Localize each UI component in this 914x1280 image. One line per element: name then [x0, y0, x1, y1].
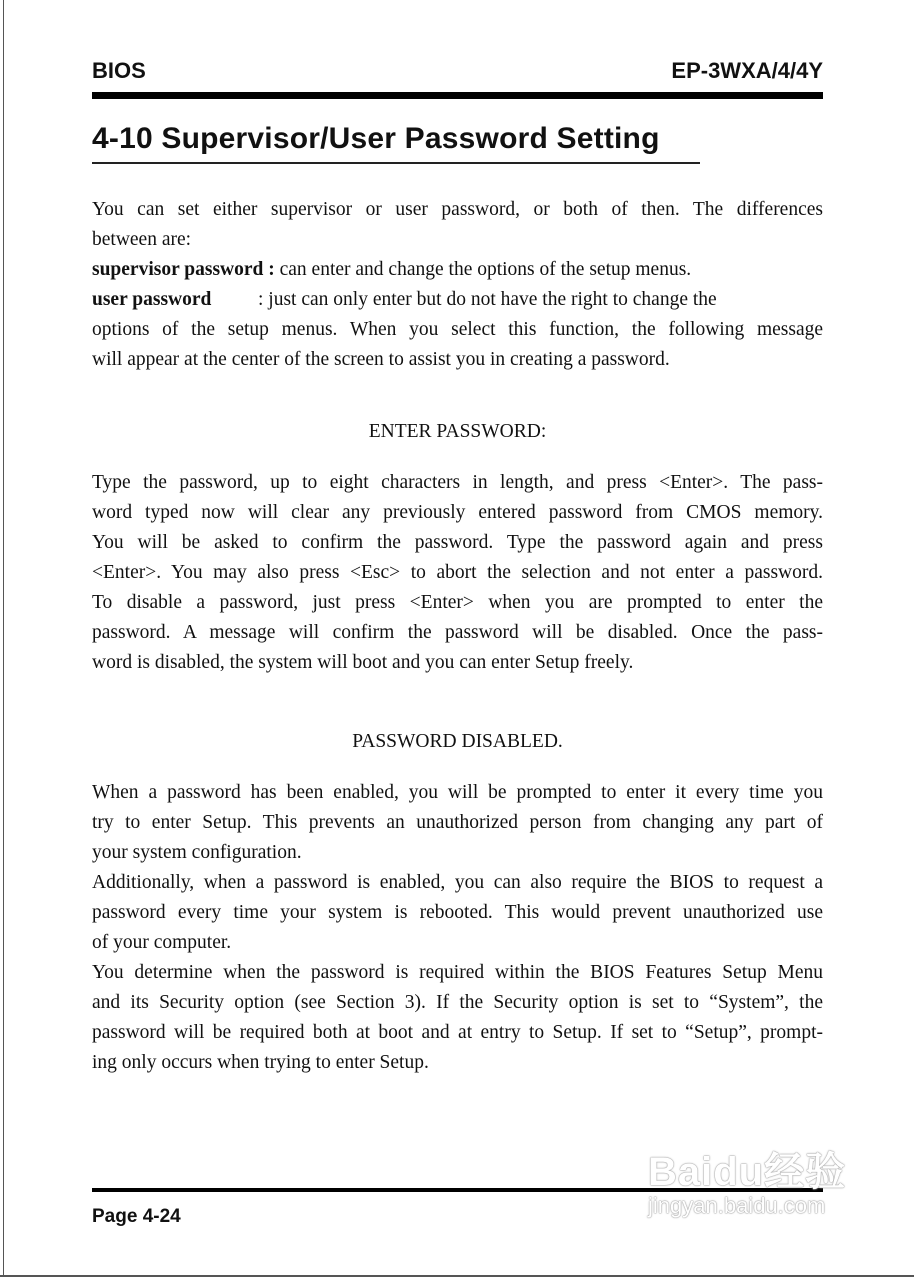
text-line	[92, 345, 823, 375]
text-line	[92, 468, 823, 498]
paragraph-intro	[92, 195, 823, 375]
line-text: between are:	[92, 229, 192, 250]
watermark-brand: Baidu经验	[648, 1150, 847, 1194]
line-text: : just can only enter but do not have the right to change the	[258, 289, 717, 310]
line-text: of your computer.	[92, 932, 232, 953]
prompt-enter-password: ENTER PASSWORD:	[368, 421, 547, 442]
line-text: will appear at the center of the screen to assist you in creating a password.	[92, 349, 670, 370]
text-line	[92, 898, 823, 928]
page-left-border	[3, 0, 4, 1276]
page-title: 4-10 Supervisor/User Password Setting	[92, 122, 660, 155]
line-text: can enter and change the options of the setup menus.	[274, 259, 692, 280]
line-text: password every time your system is rebooted. This would prevent unauthorized use	[92, 902, 823, 923]
line-text: Additionally, when a password is enabled, you can also require the BIOS to request a	[92, 872, 823, 893]
prompt-password-disabled: PASSWORD DISABLED.	[352, 731, 563, 752]
text-line	[92, 618, 823, 648]
line-text: try to enter Setup. This prevents an unauthorized person from changing any part of	[92, 812, 823, 833]
line-text: <Enter>. You may also press <Esc> to abort the selection and not enter a password.	[92, 562, 823, 583]
watermark-url: jingyan.baidu.com	[648, 1193, 826, 1218]
text-line	[92, 808, 823, 838]
text-line	[92, 988, 823, 1018]
page-bottom-border	[0, 1275, 914, 1277]
page-number: Page 4-24	[92, 1206, 181, 1227]
header-rule	[92, 92, 823, 99]
text-line	[92, 868, 823, 898]
header-model-label: EP-3WXA/4/4Y	[671, 58, 823, 83]
paragraph-password-enabled	[92, 778, 823, 1078]
title-underline	[92, 162, 700, 164]
line-text: When a password has been enabled, you will be prompted to enter it every time you	[92, 782, 823, 803]
baidu-watermark	[648, 1140, 846, 1219]
line-text: and its Security option (see Section 3). If the Security option is set to “System”, the	[92, 992, 823, 1013]
line-text: ing only occurs when trying to enter Setup.	[92, 1052, 429, 1073]
text-line	[92, 838, 823, 868]
text-line	[92, 958, 823, 988]
term-label: user password	[92, 289, 212, 310]
text-line	[92, 528, 823, 558]
text-line	[92, 928, 823, 958]
line-text: You will be asked to confirm the password. Type the password again and press	[92, 532, 823, 553]
text-line	[92, 195, 823, 225]
paragraph-enter-password	[92, 468, 823, 678]
text-line	[92, 1048, 823, 1078]
text-line	[92, 648, 823, 678]
line-text: You can set either supervisor or user password, or both of then. The differences	[92, 199, 823, 220]
line-text: To disable a password, just press <Enter> when you are prompted to enter the	[92, 592, 823, 613]
text-line	[92, 225, 823, 255]
text-line	[92, 558, 823, 588]
line-text: your system configuration.	[92, 842, 302, 863]
line-text: word is disabled, the system will boot and you can enter Setup freely.	[92, 652, 634, 673]
line-text: password will be required both at boot and at entry to Setup. If set to “Setup”, prompt-	[92, 1022, 823, 1043]
line-text: options of the setup menus. When you select this function, the following message	[92, 319, 823, 340]
text-line	[92, 285, 823, 315]
line-text: password. A message will confirm the password will be disabled. Once the pass-	[92, 622, 823, 643]
term-label: supervisor password :	[92, 259, 275, 280]
header-section-label: BIOS	[92, 58, 146, 83]
text-line	[92, 255, 823, 285]
line-text: Type the password, up to eight characters in length, and press <Enter>. The pass-	[92, 472, 823, 493]
line-text: word typed now will clear any previously entered password from CMOS memory.	[92, 502, 823, 523]
text-line	[92, 498, 823, 528]
text-line	[92, 1018, 823, 1048]
text-line	[92, 315, 823, 345]
line-text: You determine when the password is required within the BIOS Features Setup Menu	[92, 962, 823, 983]
text-line	[92, 588, 823, 618]
text-line	[92, 778, 823, 808]
